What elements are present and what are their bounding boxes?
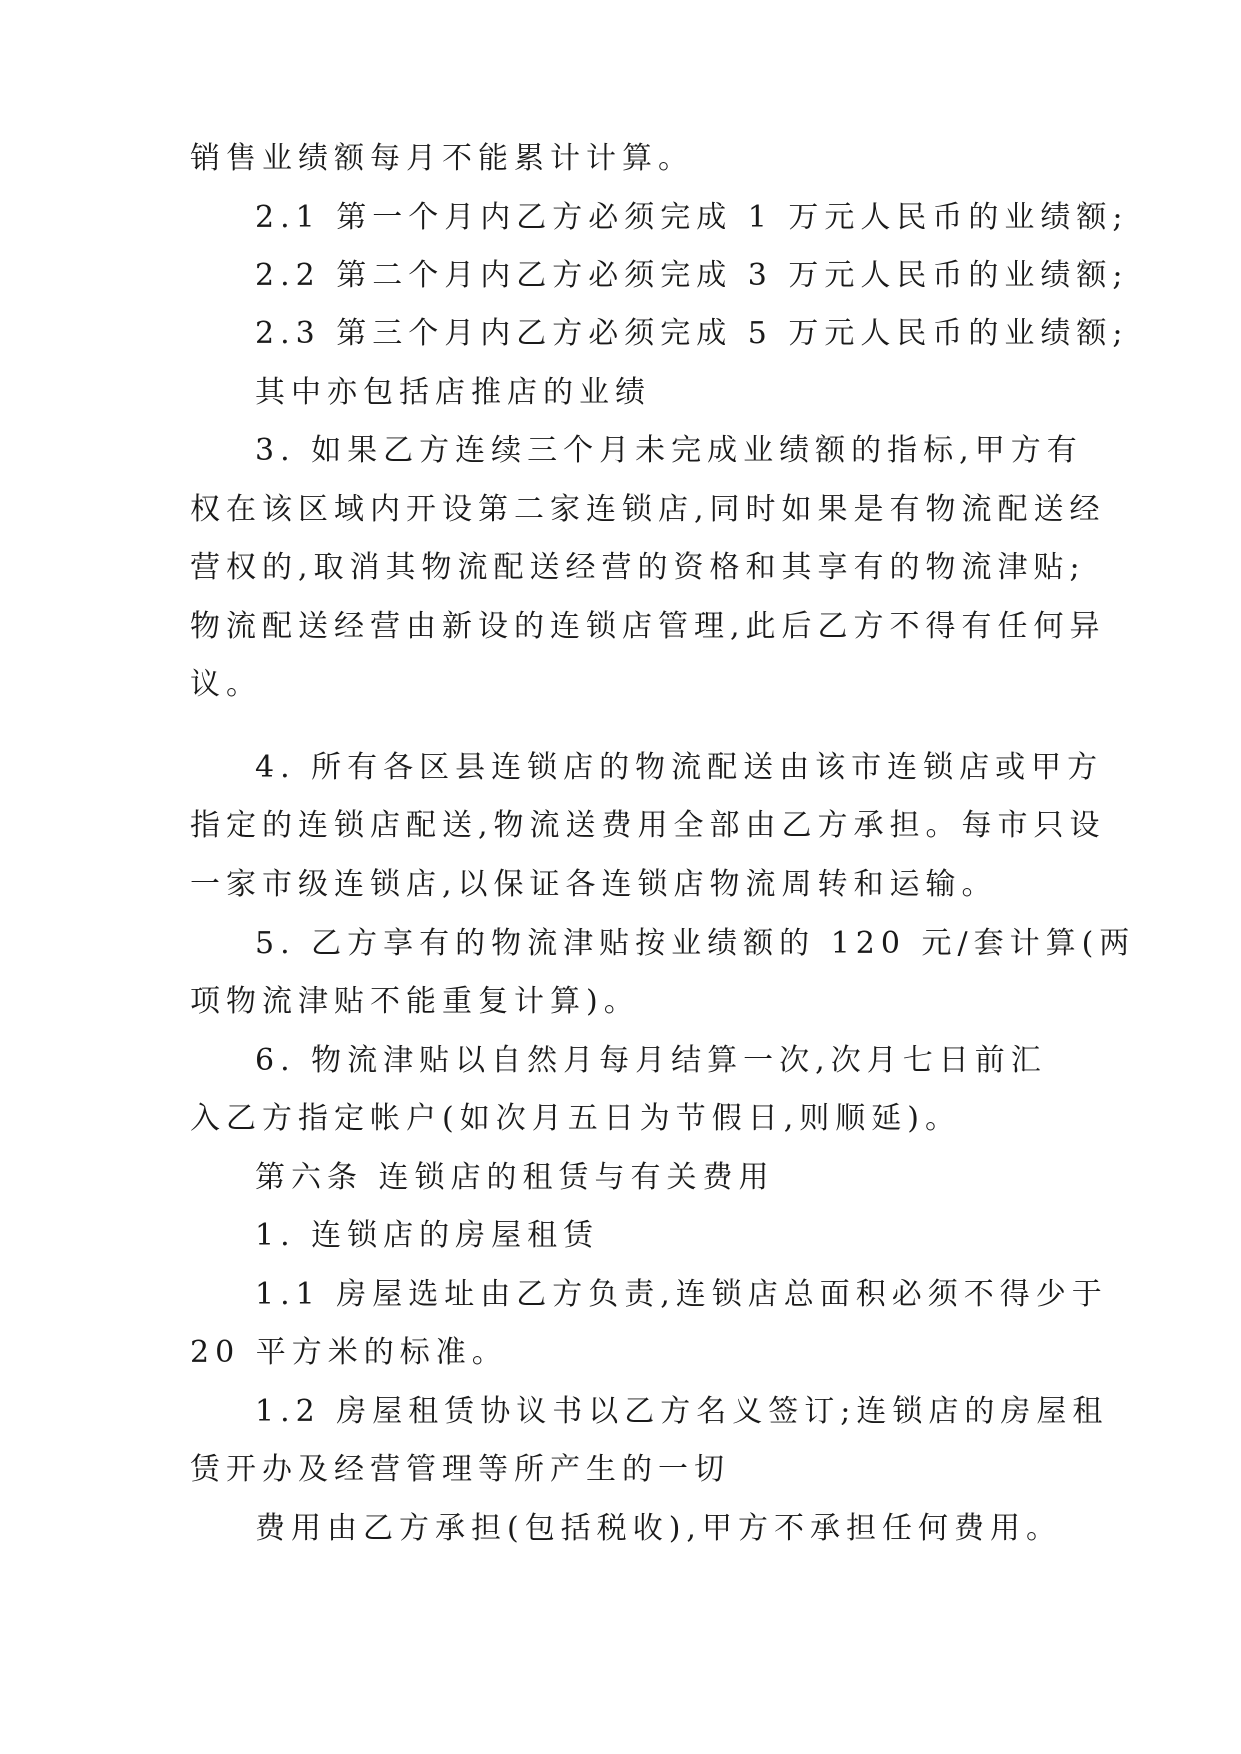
paragraph-line: 议。 [190,667,262,702]
paragraph-line: 一家市级连锁店,以保证各连锁店物流周转和运输。 [190,867,998,902]
paragraph-line: 物流配送经营由新设的连锁店管理,此后乙方不得有任何异 [190,609,1106,644]
section-heading: 第六条 连锁店的租赁与有关费用 [255,1160,775,1195]
paragraph-line: 4. 所有各区县连锁店的物流配送由该市连锁店或甲方 [255,750,1104,785]
paragraph-line: 20 平方米的标准。 [190,1335,508,1370]
paragraph-line: 1.2 房屋租赁协议书以乙方名义签订;连锁店的房屋租 [255,1394,1109,1429]
paragraph-line: 2.3 第三个月内乙方必须完成 5 万元人民币的业绩额; [255,316,1129,351]
paragraph-line: 6. 物流津贴以自然月每月结算一次,次月七日前汇 [255,1043,1047,1078]
paragraph-line: 赁开办及经营管理等所产生的一切 [190,1452,730,1487]
paragraph-line: 权在该区域内开设第二家连锁店,同时如果是有物流配送经 [190,492,1106,527]
paragraph-line: 指定的连锁店配送,物流送费用全部由乙方承担。每市只设 [190,808,1106,843]
paragraph-line: 2.1 第一个月内乙方必须完成 1 万元人民币的业绩额; [255,200,1129,235]
paragraph-line: 入乙方指定帐户(如次月五日为节假日,则顺延)。 [190,1101,961,1136]
paragraph-line: 销售业绩额每月不能累计计算。 [190,141,694,176]
paragraph-line: 5. 乙方享有的物流津贴按业绩额的 120 元/套计算(两 [255,926,1136,961]
paragraph-line: 3. 如果乙方连续三个月未完成业绩额的指标,甲方有 [255,433,1083,468]
paragraph-line: 营权的,取消其物流配送经营的资格和其享有的物流津贴; [190,550,1086,585]
paragraph-line: 1.1 房屋选址由乙方负责,连锁店总面积必须不得少于 [255,1277,1108,1312]
paragraph-line: 项物流津贴不能重复计算)。 [190,984,640,1019]
paragraph-line: 1. 连锁店的房屋租赁 [255,1218,600,1253]
paragraph-line: 2.2 第二个月内乙方必须完成 3 万元人民币的业绩额; [255,258,1129,293]
paragraph-line: 其中亦包括店推店的业绩 [255,375,651,410]
paragraph-line: 费用由乙方承担(包括税收),甲方不承担任何费用。 [255,1511,1062,1546]
